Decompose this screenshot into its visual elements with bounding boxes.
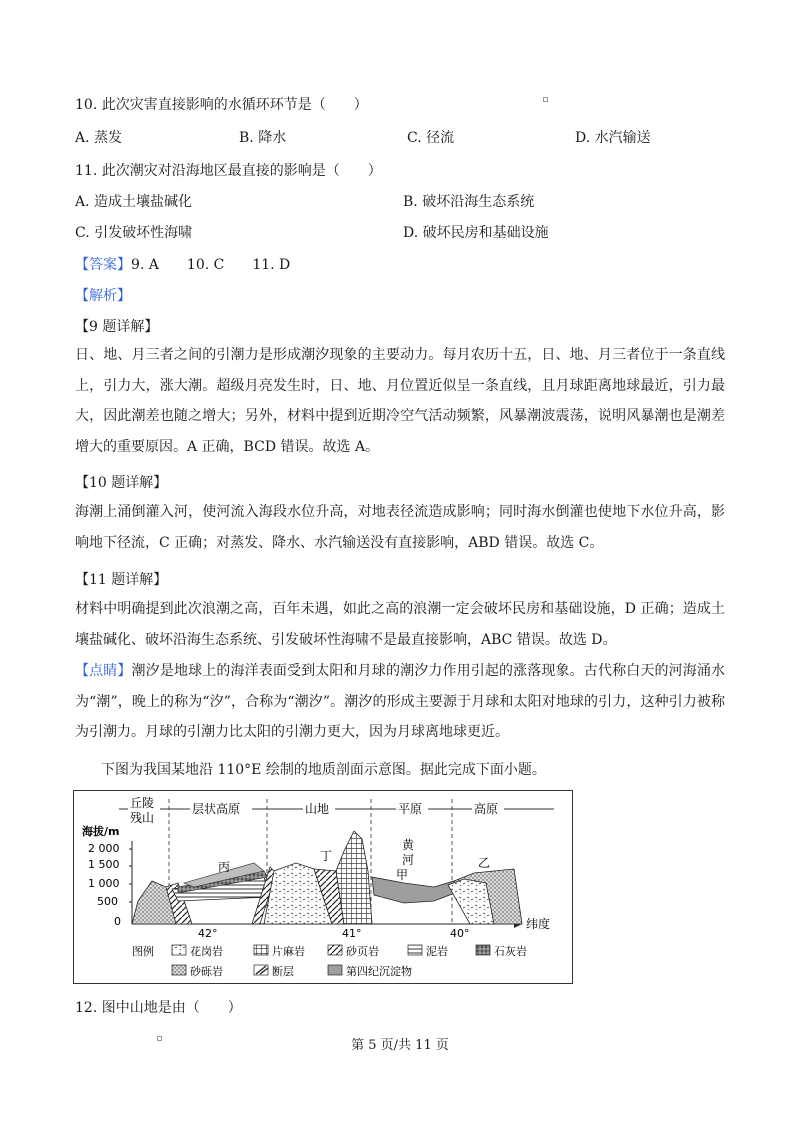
- label-yellow-river-1: 黄: [402, 838, 415, 852]
- answer-line: [75, 255, 290, 275]
- q10-option-c: C. 径流: [407, 130, 455, 146]
- geologic-profile-figure: [73, 790, 573, 984]
- q11-stem: 11. 此次潮灾对沿海地区最直接的影响是（ ）: [75, 163, 382, 179]
- legend-swatch-sandshale: [328, 945, 342, 955]
- x-tick: 40°: [450, 927, 470, 940]
- legend-swatch-granite: [172, 945, 186, 955]
- figure-intro: 下图为我国某地沿 110°E 绘制的地质剖面示意图。据此完成下面小题。: [101, 762, 546, 778]
- answer-text: 9. A 10. C 11. D: [131, 257, 291, 273]
- label-jia: 甲: [396, 868, 409, 882]
- q10-option-d: D. 水汽输送: [575, 130, 651, 146]
- legend-title: 图例: [132, 945, 154, 958]
- legend-swatch-fault: [254, 965, 268, 975]
- legend-swatch-gravel: [172, 965, 186, 975]
- q10-stem: 10. 此次灾害直接影响的水循环环节是（ ）: [75, 97, 368, 113]
- legend-gravel: 砂砾岩: [190, 965, 223, 978]
- legend-swatch-mudstone: [408, 945, 422, 955]
- q12-stem: 12. 图中山地是由（ ）: [75, 1000, 242, 1016]
- label-yellow-river-2: 河: [402, 853, 415, 867]
- legend-swatch-gneiss: [254, 945, 268, 955]
- q10-option-a: A. 蒸发: [75, 130, 123, 146]
- y-tick: 500: [97, 895, 118, 908]
- region-label-layered-plateau: 层状高原: [192, 802, 241, 816]
- page-footer: 第 5 页/共 11 页: [351, 1038, 449, 1053]
- tip-paragraph: [75, 656, 725, 748]
- q9-detail-text: 日、地、月三者之间的引潮力是形成潮汐现象的主要动力。每月农历十五，日、地、月三者位于一条直线上，引力大，涨大潮。超级月亮发生时，日、地、月位置近似呈一条直线，且月球距离地球最近，引力最大，因此潮差也随之增大；另外，材料中提到近期冷空气活动频繁，风暴潮波震荡，说明风暴潮也是潮差增大的重要原因。A 正确，BCD 错误。故选 A。: [75, 347, 725, 455]
- label-yi: 乙: [478, 856, 491, 870]
- y-tick: 1 500: [88, 858, 120, 871]
- label-ding: 丁: [320, 849, 333, 863]
- q11-detail-text: 材料中明确提到此次浪潮之高，百年未遇，如此之高的浪潮一定会破坏民房和基础设施，D 正确；造成土壤盐碱化、破坏沿海生态系统、引发破坏性海啸不是最直接影响，ABC 错误。故选 D。: [75, 601, 725, 648]
- region-label-plain: 平原: [398, 802, 423, 816]
- x-tick: 41°: [342, 927, 362, 940]
- region-label-hills: 丘陵: [130, 796, 155, 810]
- answer-label: 【答案】: [75, 257, 131, 273]
- legend-granite: 花岗岩: [190, 945, 223, 958]
- q11-option-b: B. 破坏沿海生态系统: [403, 194, 535, 210]
- y-axis-title: 海拔/m: [82, 825, 120, 838]
- analysis-label: 【解析】: [75, 288, 131, 304]
- tip-text: 潮汐是地球上的海洋表面受到太阳和月球的潮汐力作用引起的涨落现象。古代称白天的河海涌水为“潮”，晚上的称为“汐”，合称为“潮汐”。潮汐的形成主要源于月球和太阳对地球的引力，这种引力被称为引潮力。月球的引潮力比太阳的引潮力更大，因为月球离地球更近。: [75, 663, 726, 740]
- q11-detail-title: 【11 题详解】: [75, 572, 168, 588]
- legend-mudstone: 泥岩: [426, 945, 448, 958]
- region-label-plateau: 高原: [474, 802, 499, 816]
- q11-option-d: D. 破坏民房和基础设施: [403, 225, 549, 241]
- q9-detail-title: 【9 题详解】: [75, 319, 159, 335]
- legend-swatch-limestone: [476, 945, 490, 955]
- y-tick: 1 000: [88, 877, 120, 890]
- legend-swatch-quaternary: [328, 965, 342, 975]
- legend-sandshale: 砂页岩: [346, 945, 379, 958]
- q10-detail-title: 【10 题详解】: [75, 475, 168, 491]
- legend-gneiss: 片麻岩: [272, 945, 305, 958]
- q11-option-a: A. 造成土壤盐碱化: [75, 194, 193, 210]
- marker-dot: [543, 97, 548, 102]
- legend-quaternary: 第四纪沉淀物: [346, 965, 412, 978]
- y-tick: 0: [114, 915, 121, 928]
- legend-limestone: 石灰岩: [494, 945, 527, 958]
- y-tick: 2 000: [88, 842, 120, 855]
- layer-quaternary-plain: [372, 877, 460, 903]
- q10-option-b: B. 降水: [239, 130, 287, 146]
- q10-detail-text: 海潮上涌倒灌入河，使河流入海段水位升高，对地表径流造成影响；同时海水倒灌也使地下水位升高，影响地下径流，C 正确；对蒸发、降水、水汽输送没有直接影响，ABD 错误。故选 C。: [75, 504, 725, 551]
- geologic-profile-svg: [74, 791, 572, 983]
- label-bing: 丙: [218, 860, 231, 874]
- q11-option-c: C. 引发破坏性海啸: [75, 225, 193, 241]
- region-label-mountain: 山地: [305, 802, 330, 816]
- tip-label: 【点睛】: [75, 663, 132, 679]
- x-tick: 42°: [198, 927, 218, 940]
- region-label-residual: 残山: [130, 811, 155, 825]
- legend-fault: 断层: [272, 965, 294, 978]
- x-axis-title: 纬度: [526, 917, 551, 931]
